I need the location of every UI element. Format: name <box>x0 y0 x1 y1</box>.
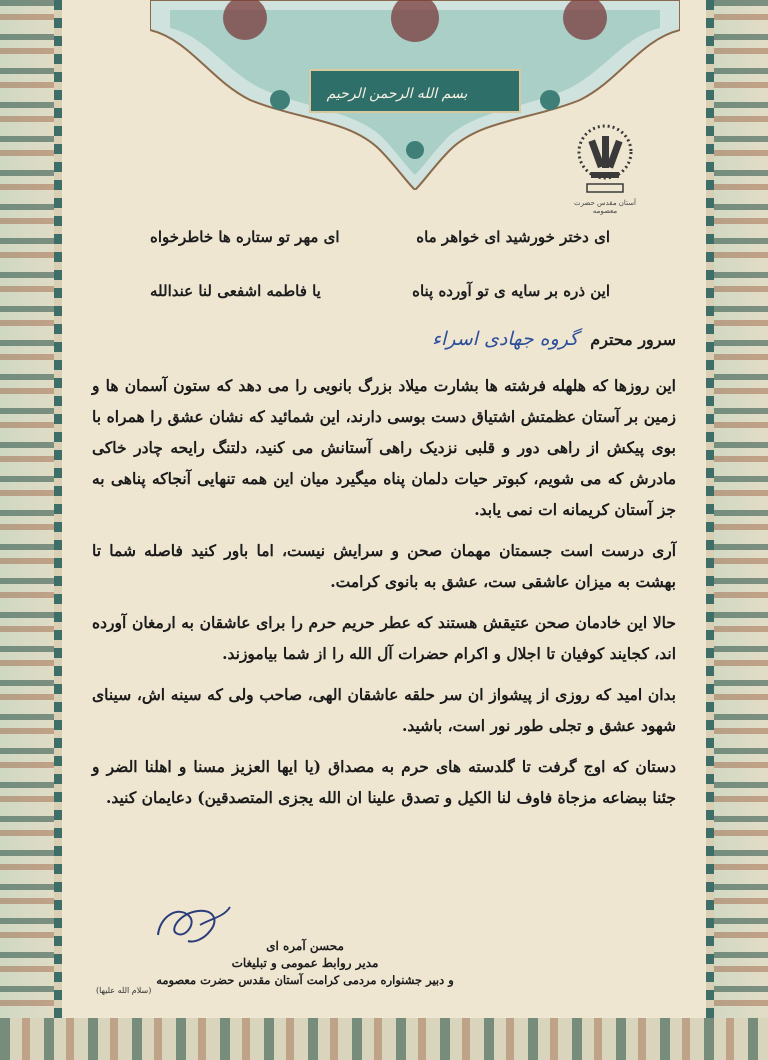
signatory-title: مدیر روابط عمومی و تبلیغات <box>231 956 379 970</box>
ornamental-border-right <box>706 0 768 1060</box>
body-paragraph: حالا این خادمان صحن عتیقش هستند که عطر حریم حرم را برای عاشقان به ارمغان آورده اند، کجایند کوفیان تا اجلال و اکرام حضرات آل الله را از شما بیاموزند. <box>92 613 676 663</box>
body-paragraph: آری درست است جسمتان مهمان صحن و سرایش نیست، اما باور کنید فاصله شما تا بهشت به میزان عاشقی ست، عشق به بانوی کرامت. <box>92 541 676 591</box>
signatory-name: محسن آمره ای <box>266 939 344 953</box>
shrine-logo <box>572 122 638 218</box>
ornamental-border-bottom <box>0 1018 768 1060</box>
shrine-emblem-icon <box>575 122 635 194</box>
logo-caption: آستان مقدس حضرت معصومه <box>573 199 636 215</box>
salutation-prefix: سرور محترم <box>590 330 676 349</box>
letter-body <box>92 370 676 823</box>
body-paragraph: بدان امید که روزی از پیشواز ان سر حلقه عاشقان الهی، صاحب ولی که سینه اش، سینای شهود عشق و تجلی طور نور است، باشید. <box>92 685 676 735</box>
poem-hemistich: ای دختر خورشید ای خواهر ماه <box>416 228 610 246</box>
poem-hemistich: یا فاطمه اشفعی لنا عندالله <box>150 282 321 300</box>
body-paragraph: این روزها که هلهله فرشته ها بشارت میلاد بزرگ بانویی را می دهد که ستون آسمان ها و زمین بر آستان عظمتش اشتیاق دست بوسی دارند، این شمائید که نشان عشق را همراه با بوی پیکش از راهی دور و قلبی نزدیک راهی آستانش می کنید، دلتنگ رایحه چادر خاکی مادرش که می شویم، کبوتر حیات دلمان پناه میگیرد میان این همه تنهایی آنجاکه پناهی به جز آستان کریمانه ات نمی یابد. <box>92 376 676 519</box>
poem-hemistich: ای مهر تو ستاره ها خاطرخواه <box>150 228 340 246</box>
poem-hemistich: این ذره بر سایه ی تو آورده پناه <box>412 282 610 300</box>
ornamental-border-left <box>0 0 62 1060</box>
signatory-title-secondary: و دبیر جشنواره مردمی کرامت آستان مقدس حضرت معصومه <box>156 973 454 987</box>
bismillah-heading: بسم الله الرحمن الرحیم <box>326 86 468 102</box>
signature-block <box>140 938 470 989</box>
poem-line-2 <box>150 282 610 300</box>
recipient-name: گروه جهادی اسراء <box>432 328 579 350</box>
salutation <box>432 328 676 350</box>
honorific-note: (سلام الله علیها) <box>96 986 152 995</box>
poem-line-1 <box>150 228 610 246</box>
body-paragraph: دستان که اوج گرفت تا گلدسته های حرم به مصداق (یا ایها العزیز مسنا و اهلنا الضر و جئنا ببضاعه مزجاة فاوف لنا الکیل و تصدق علینا ان الله یجزی المتصدقین) دعایمان کنید. <box>92 757 676 807</box>
